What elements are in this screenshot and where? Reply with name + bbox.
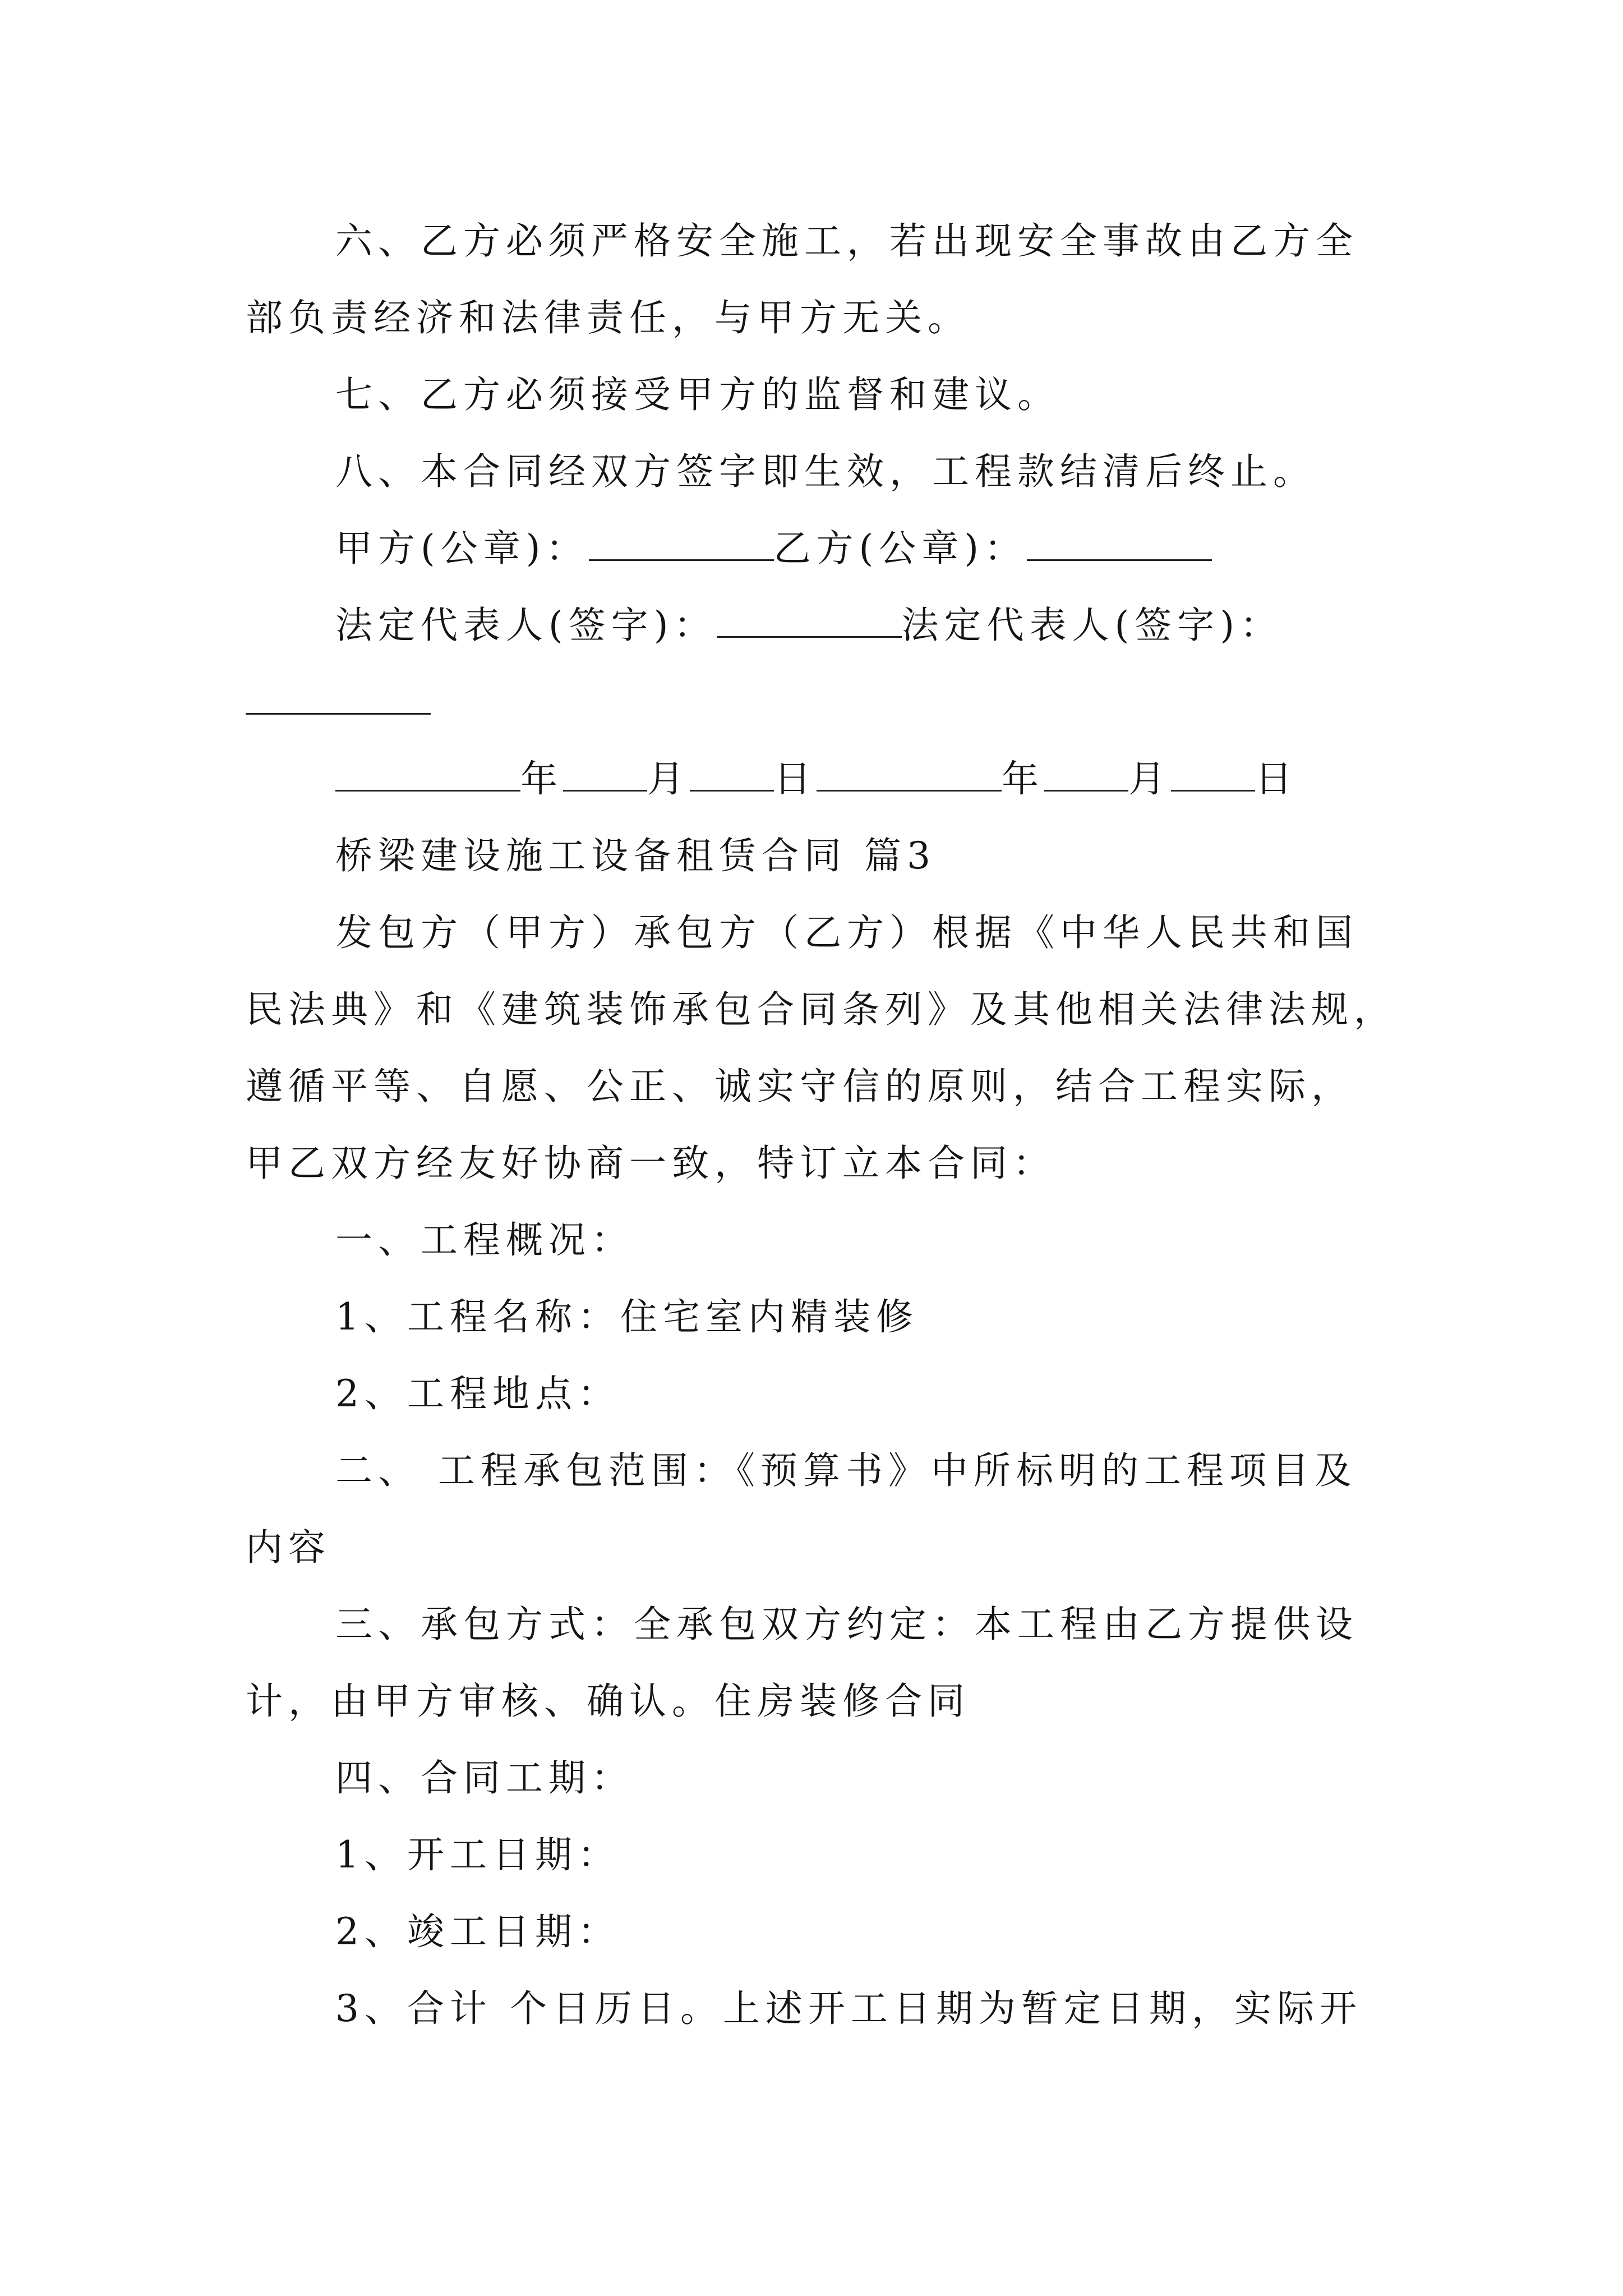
section-2-line-1: 二、 工程承包范围：《预算书》中所标明的工程项目及 bbox=[335, 1449, 1357, 1492]
contract-3-title: 桥梁建设施工设备租赁合同 篇3 bbox=[335, 834, 936, 877]
legal-rep-a-label: 法定代表人(签字)： bbox=[335, 604, 717, 647]
date-a-day-label: 日 bbox=[774, 757, 817, 800]
section-2-line-2: 内容 bbox=[246, 1526, 331, 1569]
section-1-item-1: 1、工程名称：住宅室内精装修 bbox=[335, 1295, 919, 1338]
date-a-year-label: 年 bbox=[520, 757, 563, 800]
section-3-line-2: 计，由甲方审核、确认。住房装修合同 bbox=[246, 1680, 970, 1723]
intro-line-3: 遵循平等、自愿、公正、诚实守信的原则，结合工程实际， bbox=[246, 1065, 1354, 1108]
date-b-year-blank bbox=[817, 755, 1002, 792]
section-4-item-3: 3、合计 个日历日。上述开工日期为暂定日期，实际开 bbox=[335, 1987, 1362, 2030]
section-4-item-1: 1、开工日期： bbox=[335, 1833, 620, 1876]
party-b-seal-blank bbox=[1027, 524, 1212, 561]
clause-7: 七、乙方必须接受甲方的监督和建议。 bbox=[335, 373, 1060, 416]
date-a-month-label: 月 bbox=[647, 757, 690, 800]
clause-6-line-2: 部负责经济和法律责任，与甲方无关。 bbox=[246, 296, 970, 339]
legal-rep-b-label: 法定代表人(签字)： bbox=[901, 604, 1283, 647]
section-1-item-2: 2、工程地点： bbox=[335, 1372, 620, 1415]
date-line bbox=[335, 754, 1298, 804]
section-3-line-1: 三、承包方式：全承包双方约定：本工程由乙方提供设 bbox=[335, 1603, 1358, 1646]
legal-rep-a-blank bbox=[717, 601, 902, 638]
date-a-month-blank bbox=[563, 755, 647, 792]
intro-line-2: 民法典》和《建筑装饰承包合同条列》及其他相关法律法规， bbox=[246, 988, 1396, 1031]
clause-8: 八、本合同经双方签字即生效，工程款结清后终止。 bbox=[335, 450, 1316, 493]
legal-rep-b-blank bbox=[246, 678, 431, 715]
party-a-seal-blank bbox=[589, 524, 774, 561]
legal-rep-line bbox=[335, 600, 1283, 651]
date-a-year-blank bbox=[335, 755, 520, 792]
date-b-day-label: 日 bbox=[1255, 757, 1298, 800]
date-b-year-label: 年 bbox=[1002, 757, 1044, 800]
seal-line bbox=[335, 523, 1212, 574]
date-b-month-label: 月 bbox=[1128, 757, 1171, 800]
section-1-heading: 一、工程概况： bbox=[335, 1218, 634, 1262]
legal-rep-b-blank-line bbox=[246, 677, 431, 728]
intro-line-1: 发包方（甲方）承包方（乙方）根据《中华人民共和国 bbox=[335, 911, 1358, 954]
section-4-heading: 四、合同工期： bbox=[335, 1756, 634, 1800]
section-4-item-2: 2、竣工日期： bbox=[335, 1910, 620, 1953]
date-a-day-blank bbox=[690, 755, 774, 792]
intro-line-4: 甲乙双方经友好协商一致，特订立本合同： bbox=[246, 1142, 1055, 1185]
clause-6-line-1: 六、乙方必须严格安全施工，若出现安全事故由乙方全 bbox=[335, 219, 1358, 263]
date-b-day-blank bbox=[1171, 755, 1255, 792]
party-b-seal-label: 乙方(公章)： bbox=[773, 527, 1027, 570]
date-b-month-blank bbox=[1044, 755, 1128, 792]
party-a-seal-label: 甲方(公章)： bbox=[335, 527, 589, 570]
